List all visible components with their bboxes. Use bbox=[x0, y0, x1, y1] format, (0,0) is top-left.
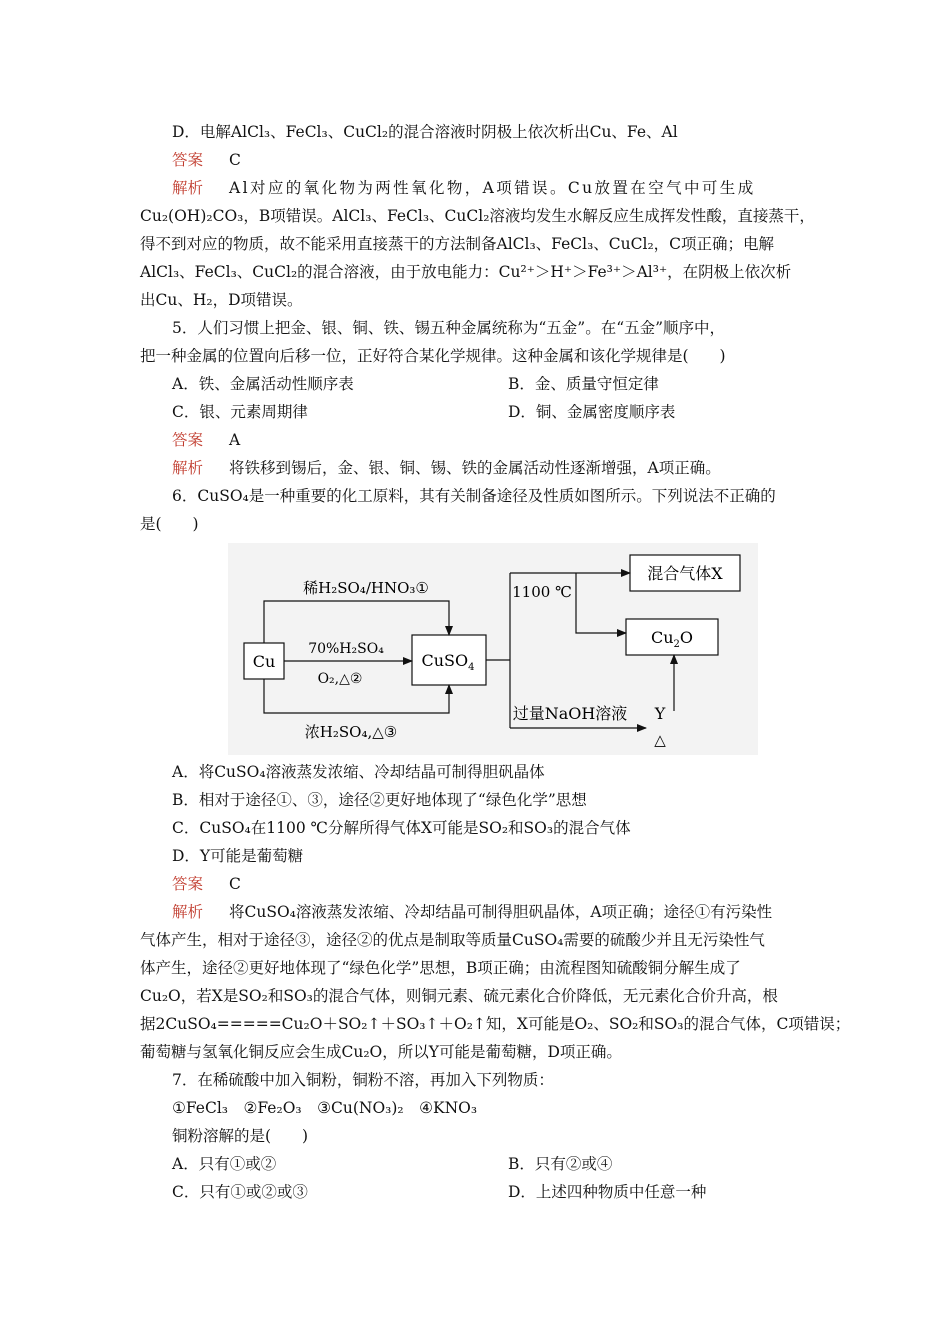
q5-stem: 把一种金属的位置向后移一位，正好符合某化学规律。这种金属和该化学规律是( ) bbox=[140, 347, 726, 365]
q4-analysis-line: Cu₂(OH)₂CO₃，B项错误。AlCl₃、FeCl₃、CuCl₂溶液均发生水解反应生成挥发性酸，直接蒸干， bbox=[140, 207, 815, 225]
answer-label: 答案 bbox=[172, 151, 204, 169]
q6-analysis-line: Cu₂O，若X是SO₂和SO₃的混合气体，则铜元素、硫元素化合价降低，无元素化合价升高，根 bbox=[140, 987, 778, 1005]
q5-option-b: B．金、质量守恒定律 bbox=[508, 375, 659, 393]
analysis-label: 解析 bbox=[172, 459, 204, 477]
q7-option-b: B．只有②或④ bbox=[508, 1155, 613, 1173]
q4-analysis-line: 得不到对应的物质，故不能采用直接蒸干的方法制备AlCl₃、FeCl₃、CuCl₂，C项正确；电解 bbox=[140, 235, 775, 253]
answer-value: A bbox=[229, 431, 241, 449]
q6-answer bbox=[172, 874, 241, 894]
q6-option-b: B．相对于途径①、③，途径②更好地体现了“绿色化学”思想 bbox=[172, 791, 587, 809]
q6-option-a: A．将CuSO₄溶液蒸发浓缩、冷却结晶可制得胆矾晶体 bbox=[172, 763, 545, 781]
q5-option-a: A．铁、金属活动性顺序表 bbox=[172, 375, 354, 393]
q6-analysis-line: 体产生，途径②更好地体现了“绿色化学”思想，B项正确；由流程图知硫酸铜分解生成了 bbox=[140, 959, 741, 977]
q4-analysis-line: 解析 Al对应的氧化物为两性氧化物，A项错误。Cu放置在空气中可生成 bbox=[172, 179, 756, 197]
cu2o-label: $Cu_2O$ bbox=[650, 628, 694, 650]
q7-option-c: C．只有①或②或③ bbox=[172, 1183, 308, 1201]
q6-option-d: D．Y可能是葡萄糖 bbox=[172, 847, 304, 865]
q5-option-c: C．银、元素周期律 bbox=[172, 403, 308, 421]
q4-analysis-line: 出Cu、H₂，D项错误。 bbox=[140, 291, 303, 309]
analysis-label: 解析 bbox=[172, 179, 204, 197]
q6-analysis-line: 葡萄糖与氢氧化铜反应会生成Cu₂O，所以Y可能是葡萄糖，D项正确。 bbox=[140, 1043, 622, 1061]
q6-analysis-line: 据2CuSO₄=====Cu₂O＋SO₂↑＋SO₃↑＋O₂↑知，X可能是O₂、SO₂和SO₃的混合气体，C项错误； bbox=[140, 1015, 851, 1033]
answer-value: C bbox=[229, 875, 241, 893]
q7-option-d: D．上述四种物质中任意一种 bbox=[508, 1183, 707, 1201]
answer-label: 答案 bbox=[172, 875, 204, 893]
q6-stem: 6．CuSO₄是一种重要的化工原料，其有关制备途径及性质如图所示。下列说法不正确的 bbox=[172, 487, 776, 505]
route2-bottom-label: O₂,△② bbox=[317, 671, 363, 687]
q5-option-d: D．铜、金属密度顺序表 bbox=[508, 403, 676, 421]
route2-top-label: 70%H₂SO₄ bbox=[308, 641, 384, 657]
y-label: Y bbox=[654, 704, 666, 723]
q7-option-a: A．只有①或② bbox=[172, 1155, 277, 1173]
q5-answer bbox=[172, 430, 240, 450]
route3-label: 浓H₂SO₄,△③ bbox=[304, 723, 398, 741]
q6-option-c: C．CuSO₄在1100 ℃分解所得气体X可能是SO₂和SO₃的混合气体 bbox=[172, 819, 631, 837]
q5-analysis: 解析 将铁移到锡后，金、银、铜、锡、铁的金属活动性逐渐增强，A项正确。 bbox=[172, 459, 721, 477]
q7-stem: 7．在稀硫酸中加入铜粉，铜粉不溶，再加入下列物质： bbox=[172, 1071, 554, 1089]
q6-analysis-line: 气体产生，相对于途径③，途径②的优点是制取等质量CuSO₄需要的硫酸少并且无污染性气 bbox=[140, 931, 765, 949]
q7-substances: ①FeCl₃ ②Fe₂O₃ ③Cu(NO₃)₂ ④KNO₃ bbox=[172, 1099, 478, 1117]
q6-stem: 是( ) bbox=[140, 515, 199, 533]
naoh-label: 过量NaOH溶液 bbox=[512, 704, 628, 723]
q7-question: 铜粉溶解的是( ) bbox=[172, 1127, 309, 1145]
cuso4-label: CuSO$_4$ bbox=[421, 651, 475, 673]
cuso4-flow-diagram bbox=[228, 543, 758, 755]
gas-x-label: 混合气体X bbox=[647, 564, 723, 583]
route1-label: 稀H₂SO₄/HNO₃① bbox=[303, 579, 429, 597]
temp-label: 1100 ℃ bbox=[512, 583, 572, 601]
heat-label: △ bbox=[654, 731, 666, 749]
q6-analysis-line: 解析 将CuSO₄溶液蒸发浓缩、冷却结晶可制得胆矾晶体，A项正确；途径①有污染性 bbox=[172, 903, 773, 921]
analysis-label: 解析 bbox=[172, 903, 204, 921]
q4-option-d: D．电解AlCl₃、FeCl₃、CuCl₂的混合溶液时阴极上依次析出Cu、Fe、Al bbox=[172, 123, 678, 141]
q4-answer bbox=[172, 150, 241, 170]
q5-stem: 5．人们习惯上把金、银、铜、铁、锡五种金属统称为“五金”。在“五金”顺序中， bbox=[172, 319, 726, 337]
answer-value: C bbox=[229, 151, 241, 169]
answer-label: 答案 bbox=[172, 431, 204, 449]
q4-analysis-line: AlCl₃、FeCl₃、CuCl₂的混合溶液，由于放电能力：Cu²⁺＞H⁺＞Fe³⁺＞Al³⁺，在阴极上依次析 bbox=[140, 263, 792, 281]
cu-label: Cu bbox=[252, 652, 276, 671]
